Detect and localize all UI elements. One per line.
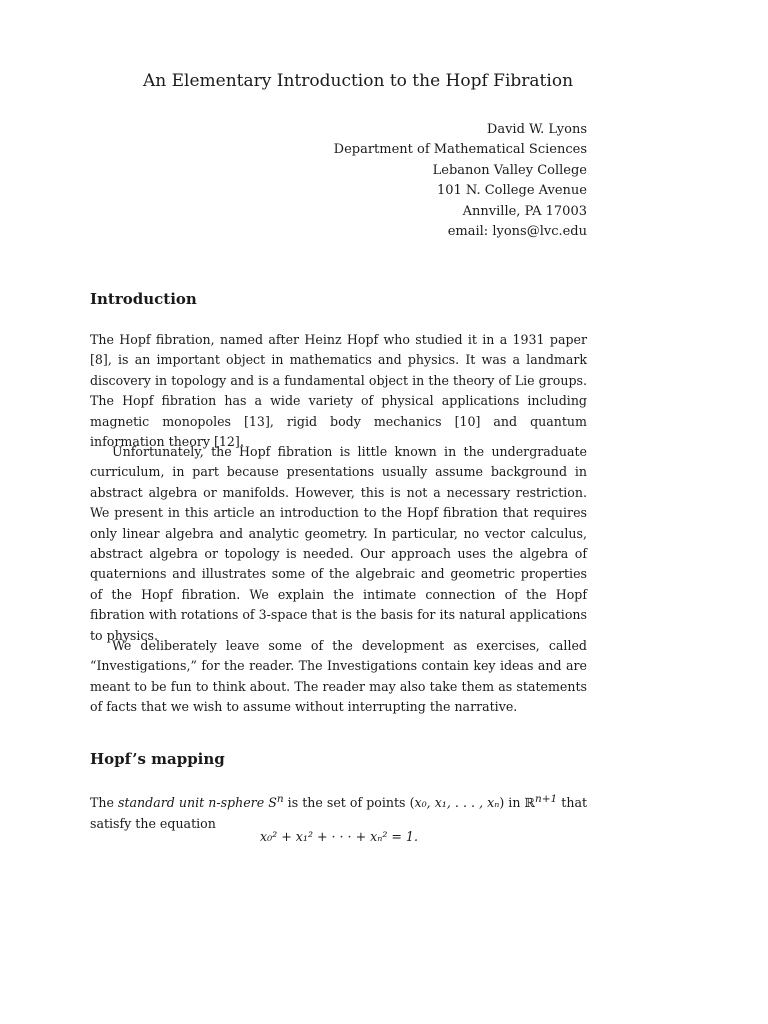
real-space-symbol: ℝ <box>524 795 535 811</box>
sphere-equation <box>0 829 678 844</box>
intro-paragraph-1: The Hopf fibration, named after Heinz Hopf who studied it in a 1931 paper [8], is an important object in mathematics and physics. It was a landmark discovery in topology and is a fundamental object in the theory of Lie groups. The Hopf fibration has a wide variety of physical applications including magnetic monopoles [13], rigid body mechanics [10] and quantum information theory [12]. <box>90 332 587 450</box>
text-run: is the set of points ( <box>283 795 415 811</box>
equation-text: x₀² + x₁² + · · · + xₙ² = 1. <box>260 829 418 844</box>
author-email: email: lyons@lvc.edu <box>447 224 587 240</box>
defined-term: standard unit n-sphere <box>118 795 265 811</box>
intro-paragraph-2: Unfortunately, the Hopf fibration is little known in the undergraduate curriculum, in part because presentations usually assume background in abstract algebra or manifolds. However, this is not a necessary restriction. We present in this article an introduction to the Hopf fibration that requires only linear algebra and analytic geometry. In particular, no vector calculus, abstract algebra or topology is needed. Our approach uses the algebra of quaternions and illustrates some of the algebraic and geometric properties of the Hopf fibration. We explain the intimate connection of the Hopf fibration with rotations of 3-space that is the basis for its natural applications to physics. <box>90 444 587 643</box>
intro-paragraph-3: We deliberately leave some of the development as exercises, called “Investigations,” for the reader. The Investigations contain key ideas and are meant to be fun to think about. The reader may also take them as statements of facts that we wish to assume without interrupting the narrative. <box>90 638 587 715</box>
author-department: Department of Mathematical Sciences <box>333 142 587 158</box>
real-space-superscript: n+1 <box>534 793 558 805</box>
hopf-paragraph-1 <box>90 789 587 834</box>
text-run: ) in <box>499 795 525 811</box>
point-tuple: x₀, x₁, . . . , xₙ <box>414 795 500 811</box>
section-heading-introduction: Introduction <box>90 290 197 308</box>
sphere-symbol-superscript: n <box>276 793 284 805</box>
author-college: Lebanon Valley College <box>432 162 587 178</box>
author-block <box>334 120 587 242</box>
text-run: The <box>90 795 119 811</box>
author-street: 101 N. College Avenue <box>436 183 587 199</box>
author-city: Annville, PA 17003 <box>462 203 587 219</box>
text-run: that satisfy the equation <box>90 795 588 831</box>
sphere-symbol: S <box>268 795 277 811</box>
paper-title: An Elementary Introduction to the Hopf Fibration <box>143 71 574 91</box>
author-name: David W. Lyons <box>486 122 587 137</box>
section-heading-hopf-mapping: Hopf’s mapping <box>90 750 225 768</box>
